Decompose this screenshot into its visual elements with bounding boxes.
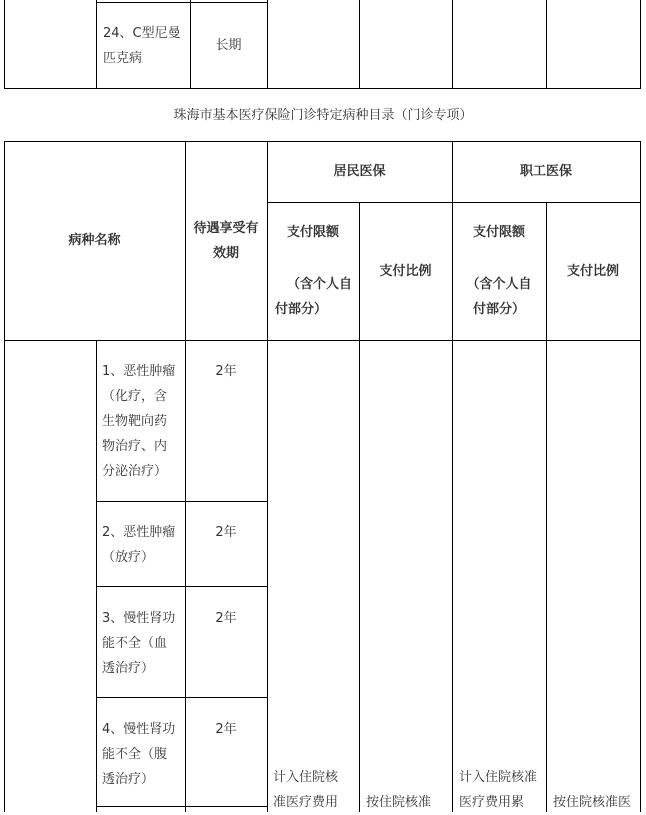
row-1-line-5: 分泌治疗） xyxy=(102,464,168,479)
resident-limit-line-1: 计入住院核 xyxy=(273,770,339,785)
table-caption: 珠海市基本医疗保险门诊特定病种目录（门诊专项） xyxy=(173,108,473,123)
row-4-line-1: 4、慢性肾功 xyxy=(102,722,176,737)
row-2-line-2: （放疗） xyxy=(102,550,155,565)
header-validity-line-2: 效期 xyxy=(212,246,239,261)
employee-ratio-line-1: 按住院核准医 xyxy=(553,795,632,810)
row-2-period: 2年 xyxy=(215,525,237,540)
header-employee-insurance: 职工医保 xyxy=(519,164,572,179)
row-1-line-2: （化疗，含 xyxy=(102,389,168,404)
resident-limit-line-2: 准医疗费用 xyxy=(273,795,339,810)
row-2-line-1: 2、恶性肿瘤 xyxy=(102,525,176,540)
row-1-line-4: 物治疗、内 xyxy=(102,439,168,454)
row-3-line-1: 3、慢性肾功 xyxy=(102,611,176,626)
top-disease-line-2: 匹克病 xyxy=(103,51,143,66)
row-3-line-2: 能不全（血 xyxy=(102,636,168,651)
employee-limit-line-2: 医疗费用累 xyxy=(459,795,525,810)
header-resident-insurance: 居民医保 xyxy=(333,164,386,179)
employee-limit-line-1: 计入住院核准 xyxy=(459,770,538,785)
top-disease-line-1: 24、C型尼曼 xyxy=(103,26,181,41)
header-validity-line-1: 待遇享受有 xyxy=(193,221,259,236)
header-resident-ratio: 支付比例 xyxy=(379,264,432,279)
resident-ratio-line-1: 按住院核准 xyxy=(366,795,432,810)
row-4-period: 2年 xyxy=(215,722,237,737)
header-employee-limit: 支付限额 xyxy=(472,225,525,240)
row-4-line-3: 透治疗） xyxy=(102,772,155,787)
header-employee-limit-note-1: （含个人自 xyxy=(466,277,532,292)
row-1-period: 2年 xyxy=(215,364,237,379)
row-3-period: 2年 xyxy=(215,611,237,626)
row-1-line-3: 生物靶向药 xyxy=(102,414,168,429)
row-3-line-3: 透治疗） xyxy=(102,661,155,676)
header-employee-ratio: 支付比例 xyxy=(566,264,619,279)
header-resident-limit: 支付限额 xyxy=(287,225,340,240)
row-4-line-2: 能不全（腹 xyxy=(102,747,168,762)
row-1-line-1: 1、恶性肿瘤 xyxy=(102,364,176,379)
header-resident-limit-note-2: 付部分） xyxy=(275,302,328,317)
header-resident-limit-note-1: （含个人自 xyxy=(287,277,353,292)
top-period: 长期 xyxy=(215,38,242,53)
header-disease-name: 病种名称 xyxy=(68,233,121,248)
header-employee-limit-note-2: 付部分） xyxy=(472,302,525,317)
